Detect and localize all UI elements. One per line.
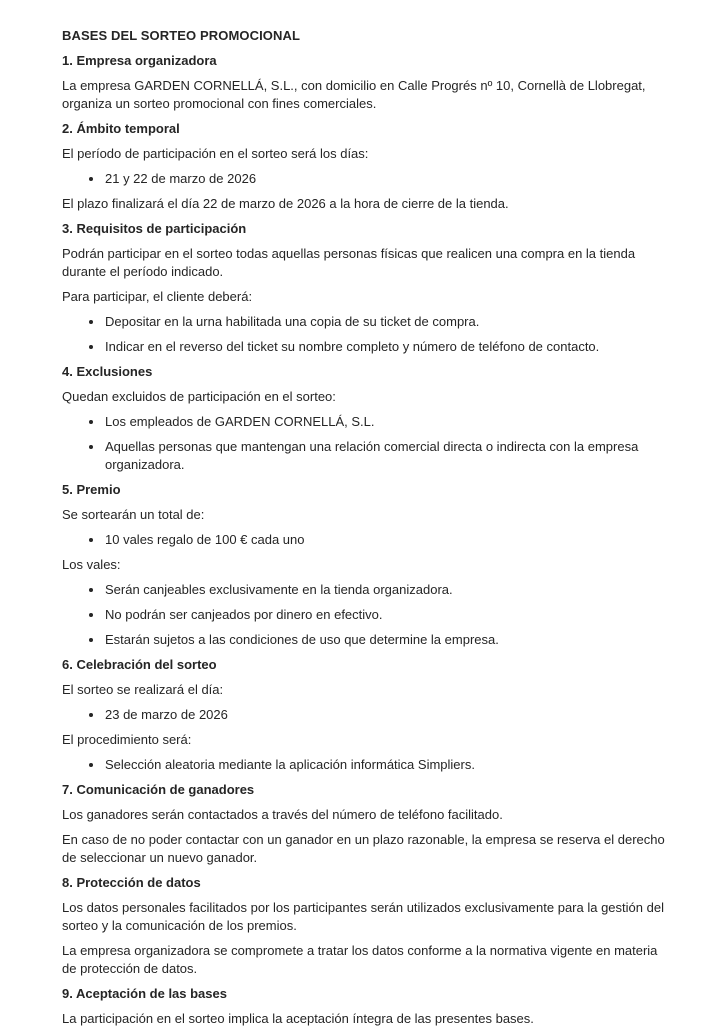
section-heading: 3. Requisitos de participación — [62, 221, 247, 236]
bullet-item: Aquellas personas que mantengan una relación comercial directa o indirecta con la empresa organizadora. — [62, 438, 666, 474]
paragraph: Quedan excluidos de participación en el sorteo: — [62, 389, 336, 404]
section-heading: 8. Protección de datos — [62, 875, 201, 890]
bullet-item: Selección aleatoria mediante la aplicación informática Simpliers. — [62, 756, 666, 774]
section-heading: 5. Premio — [62, 482, 121, 497]
paragraph: El sorteo se realizará el día: — [62, 682, 224, 697]
section-heading: 2. Ámbito temporal — [62, 121, 180, 136]
bullet-item: 10 vales regalo de 100 € cada uno — [62, 531, 666, 549]
bullet-item: Serán canjeables exclusivamente en la tienda organizadora. — [62, 581, 666, 599]
bullet-item: Estarán sujetos a las condiciones de uso que determine la empresa. — [62, 631, 666, 649]
paragraph: Se sortearán un total de: — [62, 507, 205, 522]
paragraph: El período de participación en el sorteo será los días: — [62, 146, 369, 161]
paragraph: Podrán participar en el sorteo todas aquellas personas físicas que realicen una compra en la tienda durante el período indicado. — [62, 246, 636, 279]
bullet-list — [62, 581, 666, 649]
paragraph: Los vales: — [62, 557, 121, 572]
bullet-list — [62, 170, 666, 188]
section-heading: 9. Aceptación de las bases — [62, 986, 227, 1001]
bullet-item: Depositar en la urna habilitada una copia de su ticket de compra. — [62, 313, 666, 331]
paragraph: En caso de no poder contactar con un ganador en un plazo razonable, la empresa se reserva el derecho de seleccionar un nuevo ganador. — [62, 832, 665, 865]
section-heading: 1. Empresa organizadora — [62, 53, 217, 68]
document-title: BASES DEL SORTEO PROMOCIONAL — [62, 28, 301, 43]
bullet-item: 21 y 22 de marzo de 2026 — [62, 170, 666, 188]
bullet-list — [62, 706, 666, 724]
bullet-list — [62, 756, 666, 774]
paragraph: El plazo finalizará el día 22 de marzo de 2026 a la hora de cierre de la tienda. — [62, 196, 509, 211]
bullet-item: Indicar en el reverso del ticket su nombre completo y número de teléfono de contacto. — [62, 338, 666, 356]
bullet-list — [62, 313, 666, 356]
paragraph: La participación en el sorteo implica la aceptación íntegra de las presentes bases. — [62, 1011, 534, 1026]
document-body — [62, 52, 666, 1028]
bullet-item: No podrán ser canjeados por dinero en efectivo. — [62, 606, 666, 624]
section-heading: 7. Comunicación de ganadores — [62, 782, 255, 797]
paragraph: La empresa GARDEN CORNELLÁ, S.L., con domicilio en Calle Progrés nº 10, Cornellà de Llobregat, organiza un sorteo promocional con fines comerciales. — [62, 78, 646, 111]
bullet-list — [62, 413, 666, 474]
paragraph: Los ganadores serán contactados a través del número de teléfono facilitado. — [62, 807, 503, 822]
bullet-item: 23 de marzo de 2026 — [62, 706, 666, 724]
bullet-item: Los empleados de GARDEN CORNELLÁ, S.L. — [62, 413, 666, 431]
paragraph: Los datos personales facilitados por los participantes serán utilizados exclusivamente para la gestión del sorteo y la comunicación de los premios. — [62, 900, 664, 933]
section-heading: 4. Exclusiones — [62, 364, 153, 379]
bullet-list — [62, 531, 666, 549]
paragraph: El procedimiento será: — [62, 732, 192, 747]
paragraph: La empresa organizadora se compromete a tratar los datos conforme a la normativa vigente en materia de protección de datos. — [62, 943, 658, 976]
paragraph: Para participar, el cliente deberá: — [62, 289, 253, 304]
section-heading: 6. Celebración del sorteo — [62, 657, 217, 672]
